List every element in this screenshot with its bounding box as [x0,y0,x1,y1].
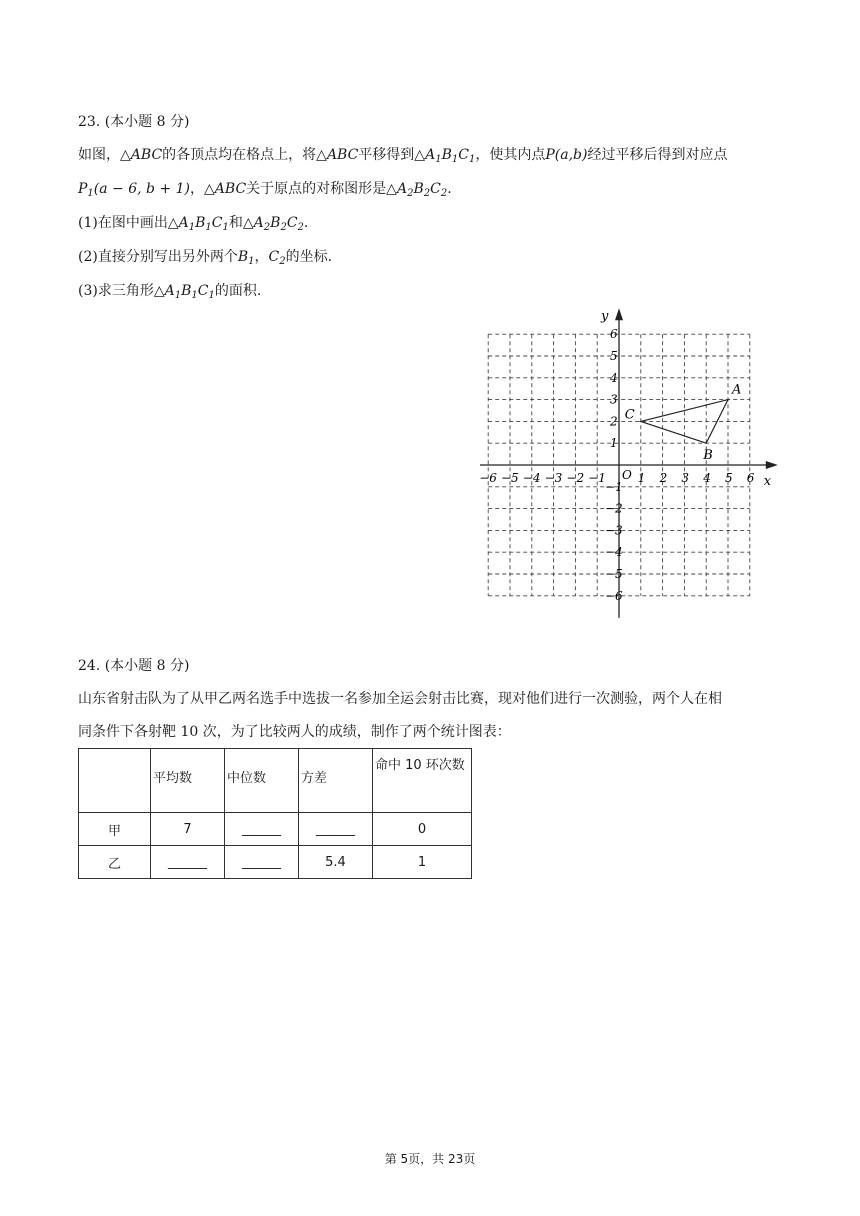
math-term: $C_2$ [286,215,304,233]
table-cell: 乙 [79,846,151,879]
math-subscript: 1 [191,290,198,301]
math-subscript: 2 [263,222,271,233]
y-tick-label: −4 [605,545,623,560]
math-term: $P_1$ [78,181,94,199]
table-cell-blank[interactable]: ______ [299,813,373,846]
table-header-cell: 命中 10 环次数 [373,749,472,813]
table-cell: 甲 [79,813,151,846]
table-cell-blank[interactable]: ______ [151,846,225,879]
math-subscript: 2 [440,188,448,199]
table-cell: 7 [151,813,225,846]
text-run: 平移得到△ [358,147,426,163]
math-subscript: 1 [174,290,182,301]
math-subscript: 1 [468,154,476,165]
x-tick-label: −4 [522,471,541,485]
y-tick-label: −5 [605,567,623,581]
text-run: ，△ [190,181,215,197]
math-term: (a − 6, b + 1) [93,181,191,197]
text-run: 关于原点的对称图形是△ [246,181,397,197]
x-tick-label: −6 [479,471,497,485]
q23-line2 [78,180,452,198]
text-run: 的各顶点均在格点上，将△ [162,147,327,163]
math-term: P(a,b) [545,147,588,163]
math-subscript: 1 [451,154,459,165]
math-term: $B_2$ [413,181,431,199]
q23-part2 [78,248,332,266]
coordinate-grid-figure [478,300,798,622]
text-run: (3)求三角形△ [78,283,165,299]
math-term: $B_2$ [270,215,287,233]
table-header-cell: 平均数 [151,749,225,813]
math-term: $C_2$ [268,249,286,267]
y-tick-label: −1 [605,479,623,494]
math-term: $B_1$ [195,215,212,233]
table-cell-blank[interactable]: ______ [225,813,299,846]
math-subscript: 2 [280,222,287,233]
text-run: (2)直接分别写出另外两个 [78,249,238,265]
text-run: ， [254,249,269,265]
page-footer: 第 5页，共 23页 [384,1152,476,1166]
math-term: $A_2$ [253,215,271,233]
y-tick-label: 6 [610,327,618,342]
math-subscript: 1 [222,222,229,233]
table-cell: 0 [373,813,472,846]
x-axis-arrow [766,461,778,469]
math-subscript: 1 [205,222,212,233]
table-cell-blank[interactable]: ______ [225,846,299,879]
y-tick-label: 4 [610,370,618,385]
math-term: $A_1$ [425,147,442,165]
math-subscript: 1 [87,188,94,199]
score-table [78,748,472,879]
math-term: ABC [214,181,247,197]
table-row [79,846,472,879]
q23-part1 [78,214,308,232]
x-tick-label: 2 [659,471,668,485]
y-tick-label: −3 [605,523,623,538]
y-tick-label: 2 [610,414,618,429]
x-axis-label: x [763,474,772,489]
math-term: $C_1$ [211,215,229,233]
math-term: $B_1$ [237,249,255,267]
x-tick-label: −1 [588,471,606,485]
vertex-label-a: A [732,382,742,398]
q23-part3 [78,282,261,300]
table-cell: 5.4 [299,846,373,879]
x-tick-label: −5 [501,471,519,485]
text-run: 和△ [228,215,254,231]
math-term: $B_1$ [181,283,198,301]
x-tick-label: −2 [566,471,585,485]
math-subscript: 2 [423,188,431,199]
q24-line1: 山东省射击队为了从甲乙两名选手中选拔一名参加全运会射击比赛，现对他们进行一次测验，两个人在相 [78,691,722,707]
x-tick-label: 3 [681,471,690,485]
math-term: ABC [326,147,359,163]
x-tick-label: 1 [637,471,646,485]
y-tick-label: −6 [605,588,623,603]
q23-line1 [78,146,727,164]
origin-label: O [622,468,632,482]
y-tick-label: 5 [610,349,618,363]
vertex-label-c: C [624,407,635,423]
text-run: (1)在图中画出△ [78,215,179,231]
q24-line2: 同条件下各射靶 10 次，为了比较两人的成绩，制作了两个统计图表： [78,724,511,740]
math-term: $C_1$ [197,283,215,301]
x-tick-label: −3 [544,471,563,485]
math-term: $A_2$ [396,181,414,199]
y-tick-label: −2 [605,501,623,516]
table-row [79,813,472,846]
text-run: 的坐标. [285,249,333,265]
text-run: 如图，△ [78,147,131,163]
q23-heading: 23. (本小题 8 分) [78,114,190,130]
y-tick-label: 1 [610,436,618,451]
math-subscript: 1 [188,222,196,233]
text-run: 的面积. [214,283,262,299]
y-axis-label: y [601,309,609,325]
math-term: $B_1$ [441,147,459,165]
q24-heading: 24. (本小题 8 分) [78,658,190,674]
text-run: 经过平移后得到对应点 [587,147,728,163]
x-tick-label: 5 [725,471,733,485]
y-tick-label: 3 [610,392,618,407]
math-subscript: 1 [208,290,215,301]
math-term: $C_1$ [458,147,476,165]
x-tick-label: 4 [703,471,711,485]
vertex-label-b: B [703,448,713,464]
math-subscript: 1 [248,256,255,267]
math-term: ABC [130,147,163,163]
table-header-cell [79,749,151,813]
table-cell: 1 [373,846,472,879]
x-tick-label: 6 [746,471,755,485]
table-header-cell: 方差 [299,749,373,813]
y-axis-arrow [615,308,623,320]
math-subscript: 1 [435,154,442,165]
text-run: . [303,215,309,231]
math-term: $C_2$ [430,181,448,199]
math-subscript: 2 [407,188,414,199]
text-run: ，使其内点 [475,147,546,163]
table-header-cell: 中位数 [225,749,299,813]
math-term: $A_1$ [178,215,196,233]
table-header-row [79,749,472,813]
math-subscript: 2 [279,256,286,267]
math-subscript: 2 [297,222,304,233]
text-run: . [447,181,452,197]
math-term: $A_1$ [164,283,182,301]
